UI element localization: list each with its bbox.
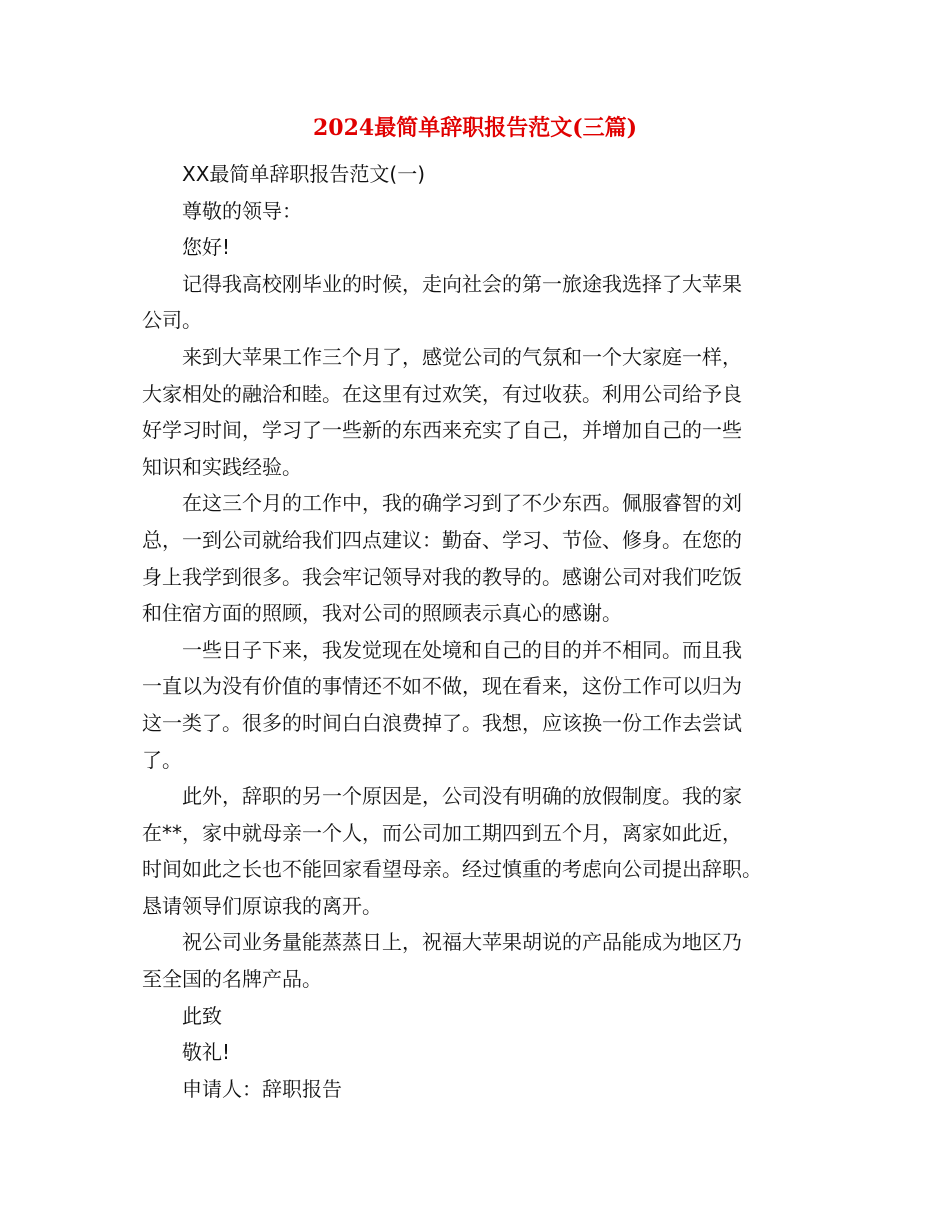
paragraph: 记得我高校刚毕业的时候，走向社会的第一旅途我选择了大苹果 公司。: [142, 271, 742, 333]
paragraph: 一些日子下来，我发觉现在处境和自己的目的并不相同。而且我 一直以为没有价值的事情还不如不做，现在看来，这份工作可以归为 这一类了。很多的时间白白浪费掉了。我想，应该换一份工作去尝试 了。: [142, 637, 742, 772]
paragraph: 此外，辞职的另一个原因是，公司没有明确的放假制度。我的家 在**，家中就母亲一个人，而公司加工期四到五个月，离家如此近， 时间如此之长也不能回家看望母亲。经过慎重的考虑向公司提出辞职。 恳请领导们原谅我的离开。: [142, 784, 762, 918]
section-heading: XX最简单辞职报告范文(一): [182, 162, 426, 186]
closing-salute: 敬礼!: [182, 1040, 231, 1065]
document-title: 2024最简单辞职报告范文(三篇): [312, 115, 638, 141]
paragraph: 祝公司业务量能蒸蒸日上，祝福大苹果胡说的产品能成为地区乃 至全国的名牌产品。: [142, 930, 742, 992]
applicant-line: 申请人：辞职报告: [182, 1076, 342, 1101]
greeting: 您好!: [182, 235, 231, 260]
paragraph: 在这三个月的工作中，我的确学习到了不少东西。佩服睿智的刘 总，一到公司就给我们四点建议：勤奋、学习、节俭、修身。在您的 身上我学到很多。我会牢记领导对我的教导的。感谢公司对我们吃饭 和住宿方面的照顾，我对公司的照顾表示真心的感谢。: [142, 491, 742, 626]
paragraph: 来到大苹果工作三个月了，感觉公司的气氛和一个大家庭一样， 大家相处的融洽和睦。在这里有过欢笑，有过收获。利用公司给予良 好学习时间，学习了一些新的东西来充实了自己，并增加自己的一些 知识和实践经验。: [142, 344, 742, 479]
closing-line: 此致: [182, 1003, 222, 1028]
salutation: 尊敬的领导：: [182, 198, 302, 223]
document-body: [142, 156, 812, 1107]
